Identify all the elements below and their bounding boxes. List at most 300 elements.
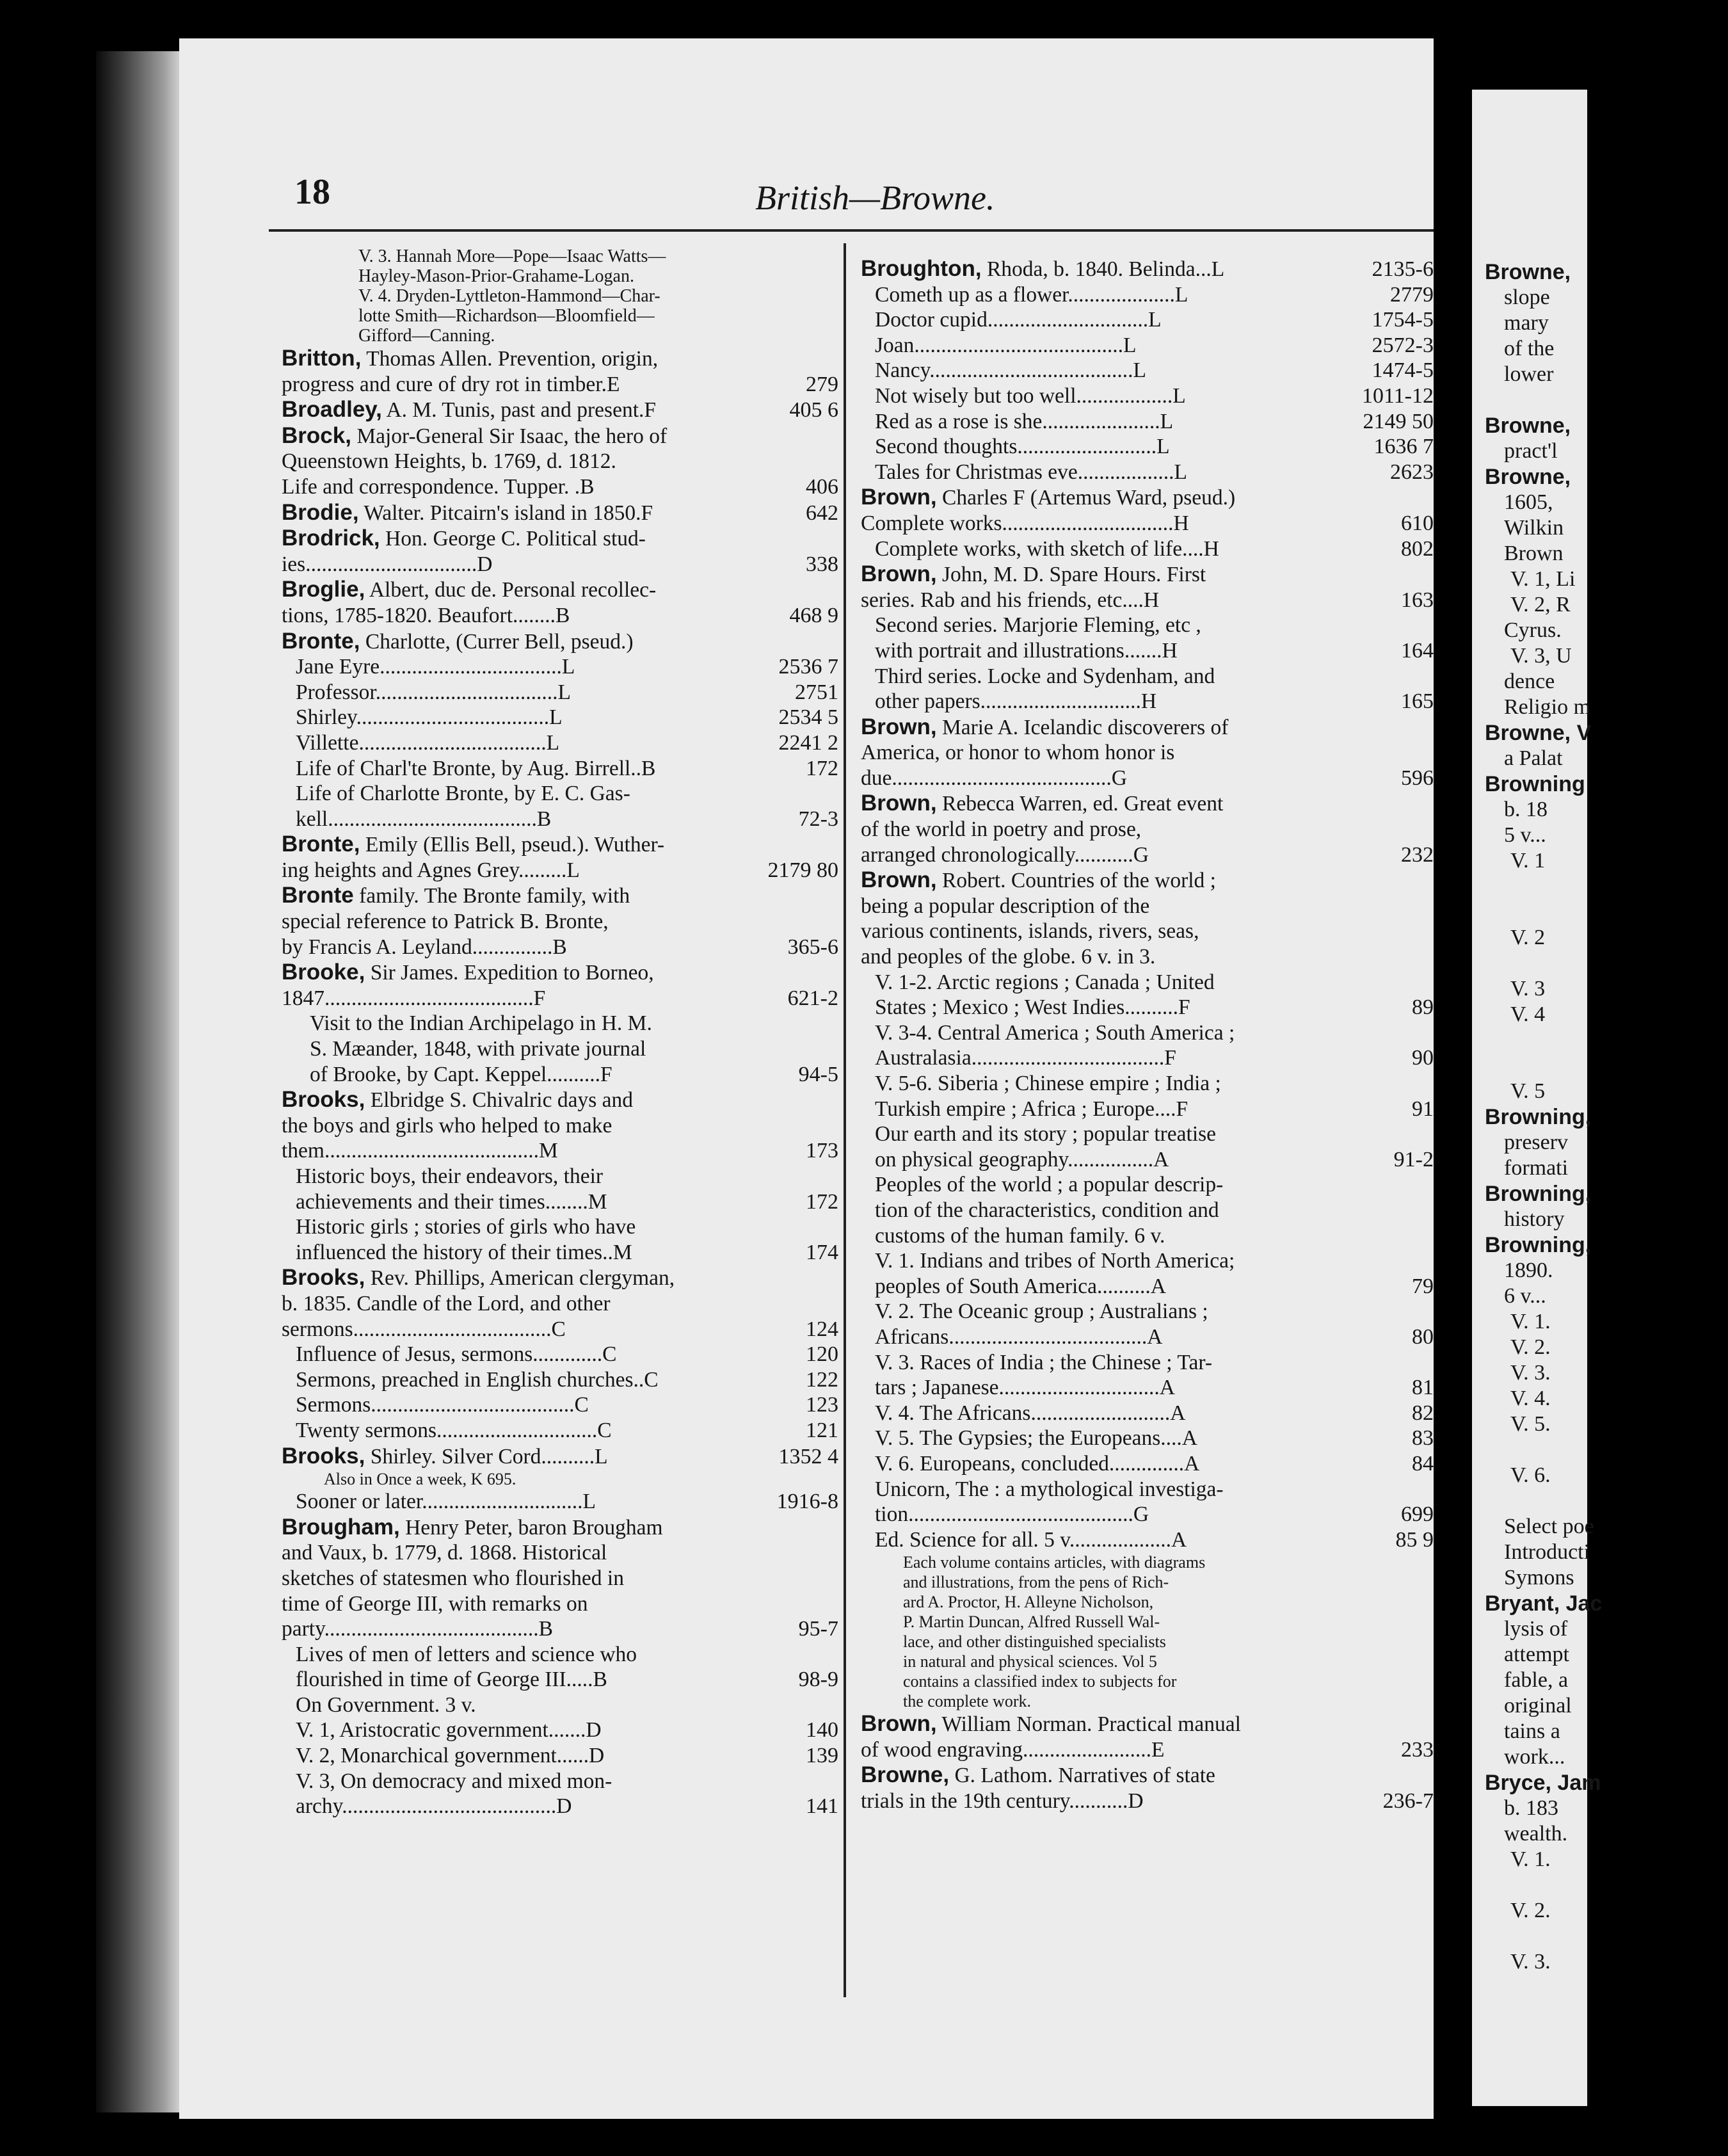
entry-line: sketches of statesmen who flourished in bbox=[282, 1566, 624, 1590]
fragment-line bbox=[1472, 899, 1728, 925]
index-entry bbox=[861, 536, 1434, 562]
call-number: 2751 bbox=[795, 680, 838, 704]
entry-line: Australasia....................................F bbox=[875, 1046, 1176, 1070]
fragment-line: Browne, bbox=[1485, 465, 1571, 489]
call-number: 83 bbox=[1412, 1426, 1434, 1451]
entry-line: States ; Mexico ; West Indies..........F bbox=[875, 995, 1190, 1020]
entry-text: Sir James. Expedition to Borneo, bbox=[370, 961, 654, 985]
entry-heading: Brown, bbox=[861, 714, 937, 739]
entry-line: Professor..................................L bbox=[296, 680, 571, 704]
entry-line: lotte Smith—Richardson—Bloomfield— bbox=[358, 306, 655, 326]
fragment-line: mary bbox=[1504, 311, 1549, 335]
entry-line: due.........................................G bbox=[861, 766, 1127, 790]
fragment-line bbox=[1472, 1488, 1728, 1514]
entry-text: G. Lathom. Narratives of state bbox=[954, 1764, 1215, 1788]
entry-line: peoples of South America..........A bbox=[875, 1274, 1166, 1298]
call-number: 120 bbox=[806, 1342, 838, 1367]
entry-line: Doctor cupid..............................L bbox=[875, 308, 1162, 332]
entry-line: Sermons......................................C bbox=[296, 1393, 589, 1417]
call-number: 95-7 bbox=[798, 1617, 838, 1641]
entry-line: progress and cure of dry rot in timber.E bbox=[282, 372, 620, 396]
entry-line: tion of the characteristics, condition and bbox=[875, 1198, 1219, 1222]
index-entry bbox=[282, 1693, 838, 1718]
entry-line: Red as a rose is she......................L bbox=[875, 409, 1174, 433]
fragment-line: 6 v... bbox=[1504, 1284, 1546, 1308]
fragment-line: Browning, bbox=[1485, 1182, 1592, 1206]
call-number: 699 bbox=[1401, 1502, 1434, 1527]
fragment-line: V. 4. bbox=[1510, 1387, 1551, 1410]
index-entry bbox=[861, 1071, 1434, 1122]
fragment-line: of the bbox=[1504, 337, 1555, 360]
entry-line: various continents, islands, rivers, seas, bbox=[861, 919, 1199, 944]
entry-line: V. 1. Indians and tribes of North America; bbox=[875, 1249, 1235, 1273]
entry-heading: Brown, bbox=[861, 867, 937, 893]
call-number: 1754-5 bbox=[1372, 308, 1434, 332]
entry-line bbox=[282, 629, 750, 655]
entry-line: Lives of men of letters and science who bbox=[296, 1642, 637, 1666]
entry-line bbox=[861, 791, 1345, 817]
index-entry bbox=[861, 358, 1434, 383]
index-entry bbox=[861, 867, 1434, 969]
entry-line: series. Rab and his friends, etc....H bbox=[861, 588, 1160, 612]
fragment-line bbox=[1472, 1053, 1728, 1079]
fragment-line: V. 4 bbox=[1510, 1002, 1546, 1026]
call-number: 123 bbox=[806, 1393, 838, 1417]
call-number: 468 9 bbox=[789, 603, 838, 627]
entry-line: Visit to the Indian Archipelago in H. M. bbox=[310, 1011, 652, 1036]
entry-line: Historic girls ; stories of girls who have bbox=[296, 1215, 636, 1239]
index-entry bbox=[282, 1392, 838, 1418]
entry-line: of Brooke, by Capt. Keppel..........F bbox=[310, 1062, 612, 1086]
fragment-line: V. 3, U bbox=[1510, 644, 1572, 668]
entry-text: Shirley. Silver Cord..........L bbox=[370, 1444, 608, 1468]
entry-text: Emily (Ellis Bell, pseud.). Wuther- bbox=[365, 833, 665, 857]
fragment-line: Bryce, Jam bbox=[1485, 1771, 1601, 1795]
index-entry bbox=[861, 282, 1434, 308]
fragment-line: Symons bbox=[1504, 1566, 1574, 1589]
entry-line: Tales for Christmas eve..................L bbox=[875, 460, 1187, 484]
entry-line: On Government. 3 v. bbox=[296, 1693, 476, 1717]
entry-line: V. 4. Dryden-Lyttleton-Hammond—Char- bbox=[358, 286, 660, 306]
call-number: 90 bbox=[1412, 1046, 1434, 1070]
entry-line bbox=[282, 500, 750, 526]
fragment-line: V. 2. bbox=[1510, 1335, 1551, 1359]
entry-text: Major-General Sir Isaac, the hero of bbox=[356, 424, 668, 448]
entry-line: Life of Charl'te Bronte, by Aug. Birrell..B bbox=[296, 756, 656, 780]
entry-line: flourished in time of George III.....B bbox=[296, 1668, 607, 1692]
entry-line: V. 2, Monarchical government......D bbox=[296, 1744, 605, 1768]
entry-line: S. Mæander, 1848, with private journal bbox=[310, 1037, 646, 1061]
entry-line: Sermons, preached in English churches..C bbox=[296, 1367, 659, 1392]
entry-line bbox=[861, 1762, 1345, 1789]
index-entry bbox=[861, 561, 1434, 613]
call-number: 406 bbox=[806, 474, 838, 499]
fragment-line: Cyrus. bbox=[1504, 618, 1562, 642]
index-entry bbox=[861, 1172, 1434, 1248]
call-number: 79 bbox=[1412, 1274, 1434, 1298]
index-entry bbox=[282, 526, 838, 577]
index-entry bbox=[282, 397, 838, 423]
entry-line: customs of the human family. 6 v. bbox=[875, 1223, 1165, 1248]
call-number: 141 bbox=[806, 1794, 838, 1819]
index-entry bbox=[282, 500, 838, 526]
fragment-line: Religio m bbox=[1504, 695, 1591, 719]
entry-line: of the world in poetry and prose, bbox=[861, 817, 1142, 842]
index-entry bbox=[282, 629, 838, 655]
call-number: 163 bbox=[1401, 588, 1434, 612]
index-entry bbox=[861, 714, 1434, 791]
entry-line: the complete work. bbox=[903, 1692, 1031, 1711]
index-entry bbox=[861, 383, 1434, 409]
fragment-line: fable, a bbox=[1504, 1668, 1569, 1692]
fragment-line: V. 2, R bbox=[1510, 593, 1571, 616]
entry-heading: Broglie, bbox=[282, 577, 365, 602]
fragment-line: Brown bbox=[1504, 542, 1564, 565]
entry-text: Marie A. Icelandic discoverers of bbox=[941, 715, 1229, 739]
entry-line: 1847.......................................F bbox=[282, 986, 546, 1010]
entry-line: V. 5-6. Siberia ; Chinese empire ; India ; bbox=[875, 1072, 1221, 1095]
entry-line: influenced the history of their times..M bbox=[296, 1240, 632, 1264]
entry-line: V. 1-2. Arctic regions ; Canada ; United bbox=[875, 970, 1215, 994]
entry-heading: Bronte, bbox=[282, 832, 360, 857]
index-entry bbox=[861, 460, 1434, 485]
entry-line: Queenstown Heights, b. 1769, d. 1812. bbox=[282, 449, 616, 474]
entry-text: Charles F (Artemus Ward, pseud.) bbox=[941, 486, 1236, 510]
entry-line: trials in the 19th century...........D bbox=[861, 1789, 1144, 1814]
entry-text: Charlotte, (Currer Bell, pseud.) bbox=[365, 629, 634, 654]
entry-line: Complete works................................H bbox=[861, 511, 1189, 535]
call-number: 1474-5 bbox=[1372, 358, 1434, 383]
call-number: 1011-12 bbox=[1361, 383, 1434, 408]
index-entry bbox=[282, 1718, 838, 1743]
entry-line bbox=[282, 1515, 750, 1541]
entry-line: Villette...................................L bbox=[296, 730, 560, 755]
index-entry bbox=[282, 1743, 838, 1769]
index-entry bbox=[282, 781, 838, 832]
entry-text: A. M. Tunis, past and present.F bbox=[386, 398, 657, 422]
call-number: 91-2 bbox=[1393, 1147, 1434, 1171]
fragment-line bbox=[1472, 1975, 1728, 2000]
entry-line bbox=[861, 714, 1345, 741]
call-number: 2536 7 bbox=[778, 655, 838, 679]
call-number: 2179 80 bbox=[767, 858, 838, 882]
index-entry bbox=[282, 730, 838, 756]
entry-line: Our earth and its story ; popular treatise bbox=[875, 1122, 1217, 1146]
call-number: 232 bbox=[1401, 842, 1434, 867]
fragment-line: 5 v... bbox=[1504, 823, 1546, 847]
fragment-line: V. 5 bbox=[1510, 1079, 1546, 1103]
entry-line: V. 3. Races of India ; the Chinese ; Tar- bbox=[875, 1350, 1212, 1374]
call-number: 140 bbox=[806, 1718, 838, 1742]
entry-line: on physical geography................A bbox=[875, 1147, 1169, 1171]
fragment-line: wealth. bbox=[1504, 1822, 1568, 1846]
entry-line: Life of Charlotte Bronte, by E. C. Gas- bbox=[296, 782, 630, 806]
entry-line: V. 6. Europeans, concluded..............A bbox=[875, 1451, 1200, 1476]
entry-line bbox=[282, 883, 750, 909]
entry-line: Also in Once a week, K 695. bbox=[324, 1470, 516, 1489]
entry-line bbox=[861, 256, 1345, 282]
index-entry bbox=[861, 1552, 1434, 1711]
entry-heading: Brooks, bbox=[282, 1443, 365, 1468]
entry-line: with portrait and illustrations.......H bbox=[875, 638, 1178, 663]
entry-line bbox=[282, 526, 750, 552]
call-number: 94-5 bbox=[798, 1062, 838, 1086]
entry-line: lace, and other distinguished specialists bbox=[903, 1632, 1166, 1652]
call-number: 2534 5 bbox=[778, 705, 838, 730]
entry-heading: Britton, bbox=[282, 346, 362, 371]
entry-line: Not wisely but too well..................L bbox=[875, 383, 1186, 408]
entry-line: them........................................M bbox=[282, 1139, 558, 1163]
entry-line: V. 1, Aristocratic government.......D bbox=[296, 1718, 602, 1742]
entry-line: of wood engraving........................E bbox=[861, 1737, 1165, 1762]
entry-line: Shirley....................................L bbox=[296, 705, 563, 730]
call-number: 2241 2 bbox=[778, 730, 838, 755]
entry-text: Walter. Pitcairn's island in 1850.F bbox=[364, 501, 653, 525]
fragment-line: Browning, bbox=[1485, 1233, 1592, 1257]
entry-heading: Brooke, bbox=[282, 960, 365, 985]
entry-line: Unicorn, The : a mythological investiga- bbox=[875, 1477, 1224, 1501]
fragment-line: tains a bbox=[1504, 1719, 1560, 1743]
fragment-line: V. 1, Li bbox=[1510, 567, 1576, 591]
entry-heading: Brown, bbox=[861, 1711, 937, 1737]
call-number: 621-2 bbox=[787, 986, 838, 1010]
call-number: 174 bbox=[806, 1240, 838, 1264]
index-entry bbox=[282, 346, 838, 397]
fragment-line: V. 5. bbox=[1510, 1412, 1551, 1436]
fragment-line: V. 1 bbox=[1510, 849, 1546, 873]
call-number: 2572-3 bbox=[1372, 333, 1434, 357]
call-number: 85 9 bbox=[1395, 1527, 1434, 1552]
entry-line: and illustrations, from the pens of Rich- bbox=[903, 1573, 1169, 1592]
entry-line bbox=[282, 346, 750, 372]
entry-line: V. 2. The Oceanic group ; Australians ; bbox=[875, 1299, 1208, 1324]
fragment-line: Select poe bbox=[1504, 1515, 1594, 1538]
entry-line: party........................................B bbox=[282, 1617, 554, 1641]
call-number: 72-3 bbox=[798, 807, 838, 831]
entry-line: achievements and their times........M bbox=[296, 1189, 607, 1214]
entry-heading: Brodie, bbox=[282, 499, 359, 525]
fragment-line: lower bbox=[1504, 362, 1554, 386]
entry-heading: Brodrick, bbox=[282, 526, 380, 551]
entry-line: Complete works, with sketch of life....H bbox=[875, 536, 1219, 561]
entry-line: Jane Eyre..................................L bbox=[296, 655, 575, 679]
entry-line: Each volume contains articles, with diagrams bbox=[903, 1553, 1206, 1572]
entry-heading: Browne, bbox=[861, 1762, 950, 1788]
index-entry bbox=[282, 654, 838, 680]
entry-heading: Brown, bbox=[861, 561, 937, 587]
entry-line: P. Martin Duncan, Alfred Russell Wal- bbox=[903, 1613, 1160, 1632]
entry-line bbox=[282, 423, 750, 449]
entry-line: arranged chronologically...........G bbox=[861, 842, 1149, 867]
entry-line: Second series. Marjorie Fleming, etc , bbox=[875, 613, 1201, 638]
fragment-line: Browning, bbox=[1485, 1105, 1592, 1129]
fragment-line: a Palat bbox=[1504, 746, 1563, 770]
entry-text: Albert, duc de. Personal recollec- bbox=[369, 578, 657, 602]
entry-line: Second thoughts..........................L bbox=[875, 435, 1170, 459]
index-entry bbox=[861, 1122, 1434, 1172]
fragment-line: preserv bbox=[1504, 1130, 1569, 1154]
index-entry bbox=[861, 256, 1434, 282]
entry-line bbox=[861, 485, 1345, 511]
call-number: 121 bbox=[806, 1418, 838, 1442]
index-entry bbox=[282, 960, 838, 1011]
fragment-line: Wilkin bbox=[1504, 516, 1564, 540]
index-entry bbox=[282, 1367, 838, 1393]
fragment-line: V. 6. bbox=[1510, 1463, 1551, 1487]
index-entry bbox=[282, 1769, 838, 1819]
index-entry bbox=[282, 1469, 838, 1489]
call-number: 236-7 bbox=[1382, 1789, 1434, 1814]
index-entry bbox=[282, 1214, 838, 1265]
call-number: 233 bbox=[1401, 1737, 1434, 1762]
entry-heading: Brooks, bbox=[282, 1087, 365, 1113]
call-number: 279 bbox=[806, 372, 838, 396]
index-entry bbox=[282, 1342, 838, 1367]
entry-line: in natural and physical sciences. Vol 5 bbox=[903, 1652, 1157, 1671]
right-column bbox=[861, 256, 1434, 1814]
fragment-line: Browning bbox=[1485, 772, 1585, 796]
entry-heading: Brock, bbox=[282, 422, 351, 448]
entry-text: William Norman. Practical manual bbox=[941, 1712, 1241, 1737]
entry-line: and Vaux, b. 1779, d. 1868. Historical bbox=[282, 1541, 607, 1565]
call-number: 642 bbox=[806, 501, 838, 525]
fragment-line: V. 1. bbox=[1510, 1847, 1551, 1871]
entry-heading: Brown, bbox=[861, 485, 937, 510]
call-number: 802 bbox=[1401, 536, 1434, 561]
entry-line bbox=[861, 1711, 1345, 1737]
entry-line: other papers..............................H bbox=[875, 689, 1157, 714]
fragment-line: b. 18 bbox=[1504, 798, 1548, 821]
call-number: 91 bbox=[1412, 1097, 1434, 1121]
index-entry bbox=[861, 1248, 1434, 1299]
fragment-line: V. 3. bbox=[1510, 1950, 1551, 1974]
call-number: 164 bbox=[1401, 638, 1434, 663]
book-spine bbox=[96, 51, 179, 2112]
entry-line bbox=[282, 960, 750, 986]
entry-text: John, M. D. Spare Hours. First bbox=[941, 563, 1206, 587]
fragment-line: history bbox=[1504, 1207, 1565, 1231]
entry-line bbox=[861, 867, 1345, 894]
entry-line: Cometh up as a flower....................L bbox=[875, 282, 1188, 307]
index-entry bbox=[861, 664, 1434, 714]
call-number: 98-9 bbox=[798, 1668, 838, 1692]
header-rule bbox=[269, 229, 1434, 232]
entry-line bbox=[282, 577, 750, 603]
entry-line: archy........................................D bbox=[296, 1794, 572, 1819]
fragment-line: 1890. bbox=[1504, 1259, 1553, 1282]
fragment-line: V. 2. bbox=[1510, 1899, 1551, 1922]
entry-line: tion..........................................G bbox=[875, 1502, 1149, 1527]
index-entry bbox=[861, 1299, 1434, 1349]
entry-line: V. 4. The Africans..........................A bbox=[875, 1401, 1186, 1425]
index-entry bbox=[861, 1711, 1434, 1762]
entry-text: Rev. Phillips, American clergyman, bbox=[370, 1266, 675, 1291]
fragment-line: V. 1. bbox=[1510, 1310, 1551, 1333]
fragment-line: Bryant, Jac bbox=[1485, 1591, 1603, 1616]
entry-line: and peoples of the globe. 6 v. in 3. bbox=[861, 945, 1156, 969]
entry-line bbox=[282, 1265, 750, 1291]
call-number: 2149 50 bbox=[1363, 409, 1434, 433]
entry-line: tars ; Japanese..............................A bbox=[875, 1376, 1175, 1400]
entry-line: special reference to Patrick B. Bronte, bbox=[282, 910, 609, 934]
call-number: 2779 bbox=[1390, 282, 1434, 307]
index-entry bbox=[861, 1401, 1434, 1426]
entry-line: tions, 1785-1820. Beaufort........B bbox=[282, 603, 570, 627]
entry-line: ing heights and Agnes Grey.........L bbox=[282, 858, 580, 882]
entry-heading: Brown, bbox=[861, 791, 937, 816]
entry-line: Influence of Jesus, sermons.............C bbox=[296, 1342, 617, 1367]
index-entry bbox=[282, 1265, 838, 1342]
running-head: British—Browne. bbox=[755, 179, 995, 217]
fragment-line: b. 183 bbox=[1504, 1796, 1558, 1820]
index-entry bbox=[861, 409, 1434, 435]
entry-line: Twenty sermons..............................C bbox=[296, 1418, 612, 1442]
fragment-line bbox=[1472, 951, 1728, 976]
fragment-line: Browne, V bbox=[1485, 721, 1592, 745]
fragment-line: V. 3 bbox=[1510, 977, 1546, 1001]
entry-line: Peoples of the world ; a popular descrip- bbox=[875, 1173, 1224, 1197]
fragment-line: dence bbox=[1504, 670, 1555, 693]
entry-line: Third series. Locke and Sydenham, and bbox=[875, 664, 1215, 688]
call-number: 124 bbox=[806, 1317, 838, 1341]
call-number: 2135-6 bbox=[1372, 257, 1434, 281]
entry-line bbox=[282, 397, 750, 423]
call-number: 165 bbox=[1401, 689, 1434, 714]
fragment-line bbox=[1472, 1027, 1728, 1053]
page-number: 18 bbox=[294, 172, 330, 212]
index-entry bbox=[861, 434, 1434, 460]
fragment-line: slope bbox=[1504, 286, 1550, 309]
entry-line: Life and correspondence. Tupper. .B bbox=[282, 474, 595, 499]
entry-heading: Bronte bbox=[282, 883, 354, 908]
entry-text: family. The Bronte family, with bbox=[359, 884, 630, 908]
fragment-line: lysis of bbox=[1504, 1617, 1568, 1641]
call-number: 173 bbox=[806, 1139, 838, 1163]
call-number: 84 bbox=[1412, 1451, 1434, 1476]
index-entry bbox=[282, 680, 838, 705]
entry-line: V. 3, On democracy and mixed mon- bbox=[296, 1769, 612, 1793]
fragment-line: work... bbox=[1504, 1745, 1565, 1769]
fragment-line: attempt bbox=[1504, 1643, 1569, 1666]
index-entry bbox=[282, 705, 838, 730]
fragment-line: 1605, bbox=[1504, 490, 1553, 514]
index-entry bbox=[282, 1087, 838, 1164]
call-number: 2623 bbox=[1390, 460, 1434, 484]
entry-text: Robert. Countries of the world ; bbox=[941, 869, 1216, 893]
fragment-line: Introducti bbox=[1504, 1540, 1590, 1564]
call-number: 610 bbox=[1401, 511, 1434, 535]
call-number: 81 bbox=[1412, 1376, 1434, 1400]
index-entry bbox=[282, 832, 838, 883]
entry-line: Gifford—Canning. bbox=[358, 326, 495, 346]
index-entry bbox=[861, 1527, 1434, 1553]
index-entry bbox=[861, 1451, 1434, 1477]
call-number: 1636 7 bbox=[1373, 435, 1434, 459]
fragment-line bbox=[1472, 1924, 1728, 1949]
entry-line: sermons.....................................C bbox=[282, 1317, 566, 1341]
index-entry bbox=[282, 756, 838, 782]
index-entry bbox=[861, 791, 1434, 867]
entry-line: V. 5. The Gypsies; the Europeans....A bbox=[875, 1426, 1197, 1451]
index-entry bbox=[861, 307, 1434, 333]
entry-heading: Broadley, bbox=[282, 397, 382, 422]
index-entry bbox=[861, 1762, 1434, 1814]
call-number: 405 6 bbox=[789, 398, 838, 422]
fragment-line: original bbox=[1504, 1694, 1572, 1718]
entry-line bbox=[861, 561, 1345, 588]
index-entry bbox=[861, 1477, 1434, 1527]
fragment-line: Browne, bbox=[1485, 260, 1571, 284]
